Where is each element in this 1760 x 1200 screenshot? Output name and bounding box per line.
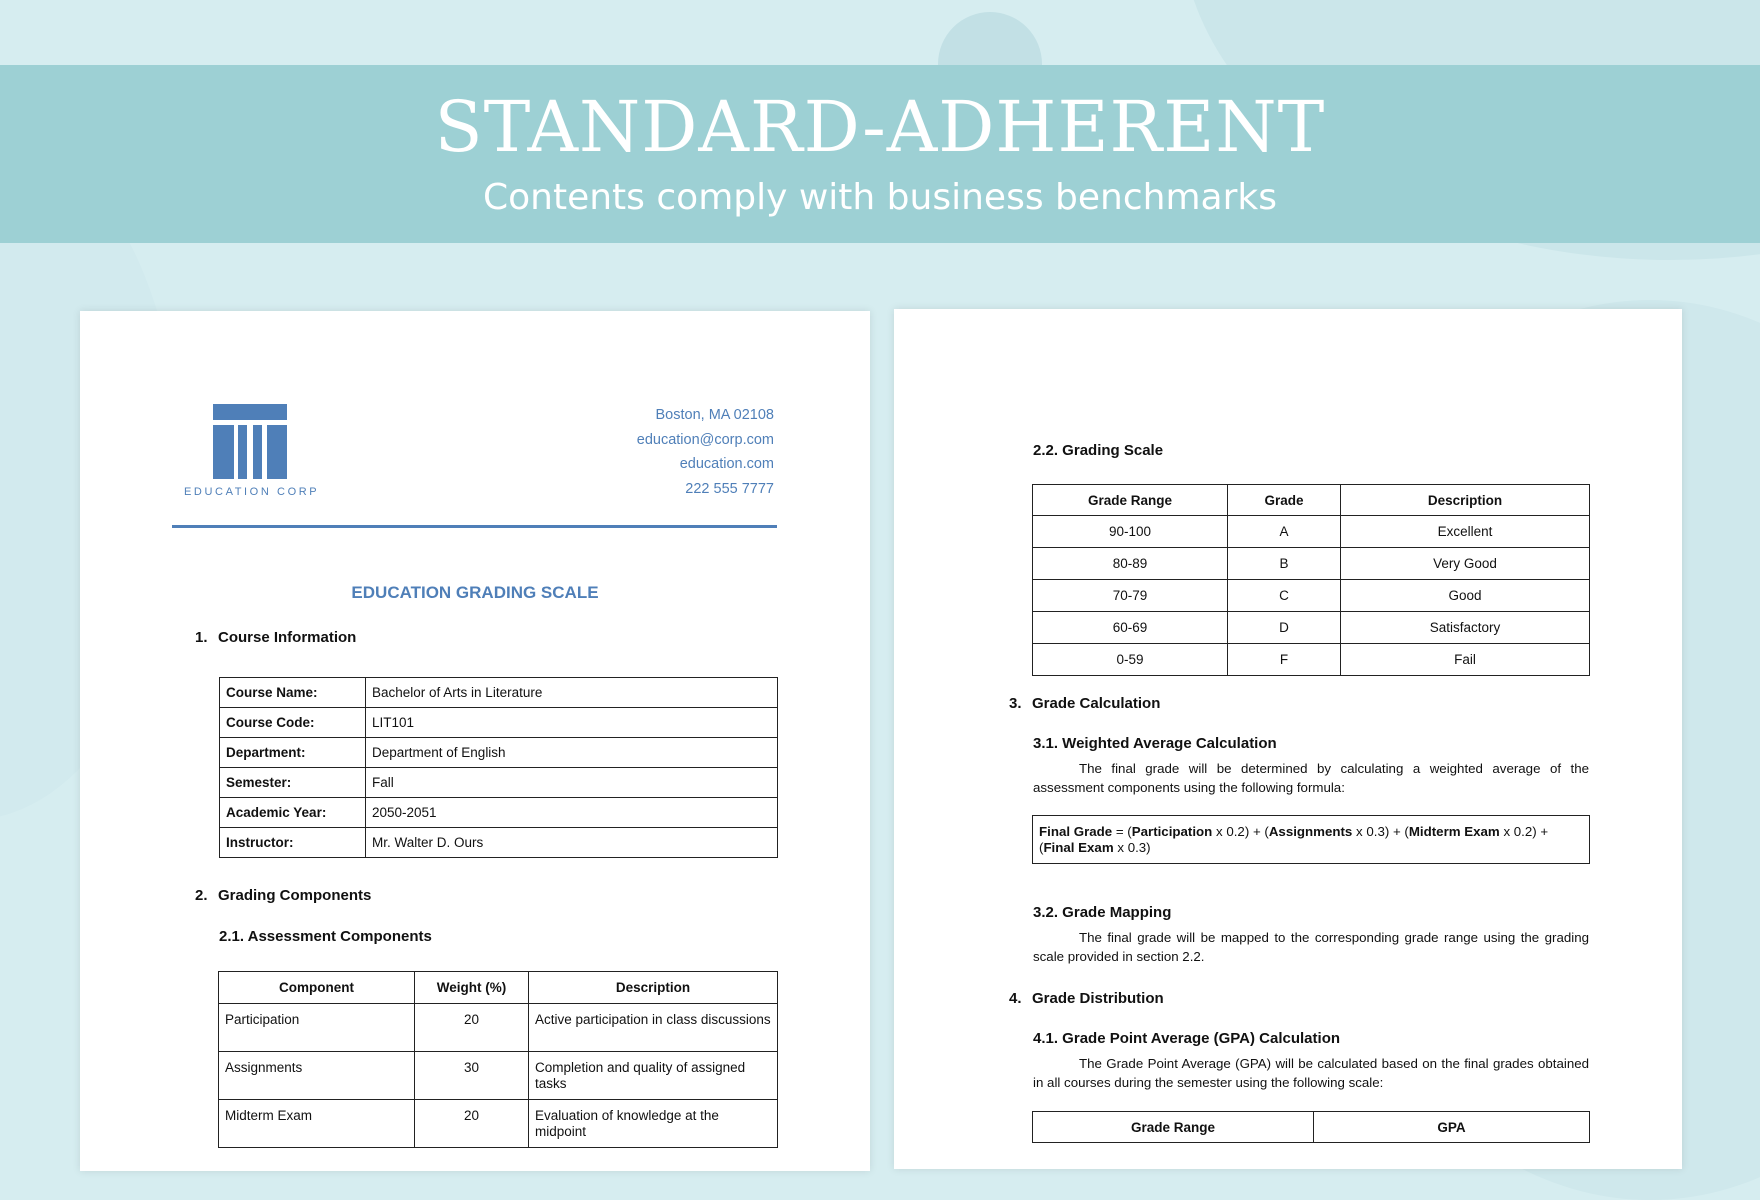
- table-row: 80-89 B Very Good: [1033, 548, 1590, 580]
- section-heading: 2. Grading Components: [195, 887, 372, 904]
- table-row: Course Code: LIT101: [220, 708, 778, 738]
- paragraph: The Grade Point Average (GPA) will be calculated based on the final grades obtained in all courses during the semester using the following scale:: [1033, 1056, 1589, 1090]
- paragraph: The final grade will be determined by calculating a weighted average of the assessment components using the following formula:: [1033, 761, 1589, 795]
- table-row: Semester: Fall: [220, 768, 778, 798]
- course-info-table: [219, 677, 778, 858]
- table-header-row: Grade Range Grade Description: [1033, 485, 1590, 516]
- table-row: 60-69 D Satisfactory: [1033, 612, 1590, 644]
- assessment-table: [218, 971, 778, 1148]
- contact-address: Boston, MA 02108: [655, 407, 774, 423]
- logo-text: EDUCATION CORP: [184, 486, 320, 498]
- section-heading: 4. Grade Distribution: [1009, 990, 1164, 1007]
- table-header-row: Grade Range GPA: [1033, 1112, 1590, 1143]
- contact-phone: 222 555 7777: [685, 480, 774, 497]
- table-row: 70-79 C Good: [1033, 580, 1590, 612]
- table-header-row: Component Weight (%) Description: [219, 972, 778, 1004]
- promo-banner: [0, 65, 1760, 243]
- document-page-2: [894, 309, 1682, 1169]
- subsection-heading: 3.1. Weighted Average Calculation: [1033, 735, 1277, 752]
- table-row: 0-59 F Fail: [1033, 644, 1590, 676]
- formula-box: Final Grade = (Participation x 0.2) + (Assignments x 0.3) + (Midterm Exam x 0.2) + (Final Exam x 0.3): [1032, 815, 1590, 864]
- table-row: Course Name: Bachelor of Arts in Literature: [220, 678, 778, 708]
- section-heading: 3. Grade Calculation: [1009, 695, 1161, 712]
- contact-email: education@corp.com: [636, 431, 774, 448]
- contact-website: education.com: [679, 456, 774, 472]
- table-row: Midterm Exam 20 Evaluation of knowledge at the midpoint: [219, 1100, 778, 1148]
- table-row: Assignments 30 Completion and quality of assigned tasks: [219, 1052, 778, 1100]
- banner-title: STANDARD-ADHERENT: [434, 86, 1326, 168]
- table-row: 90-100 A Excellent: [1033, 516, 1590, 548]
- document-title: EDUCATION GRADING SCALE: [351, 583, 599, 602]
- paragraph: The final grade will be mapped to the corresponding grade range using the grading scale provided in section 2.2.: [1033, 930, 1589, 964]
- contact-block: [637, 403, 774, 501]
- subsection-heading: 4.1. Grade Point Average (GPA) Calculation: [1033, 1030, 1341, 1047]
- table-row: Participation 20 Active participation in class discussions: [219, 1004, 778, 1052]
- subsection-heading: 2.2. Grading Scale: [1033, 442, 1164, 459]
- table-row: Department: Department of English: [220, 738, 778, 768]
- header-divider: [172, 525, 777, 528]
- grading-scale-table: [1032, 484, 1590, 676]
- document-page-1: [80, 311, 870, 1171]
- section-heading: 1. Course Information: [195, 629, 357, 646]
- banner-subtitle: Contents comply with business benchmarks: [483, 177, 1277, 218]
- table-row: Academic Year: 2050-2051: [220, 798, 778, 828]
- table-row: Instructor: Mr. Walter D. Ours: [220, 828, 778, 858]
- subsection-heading: 3.2. Grade Mapping: [1033, 904, 1172, 921]
- gpa-table: [1032, 1111, 1590, 1143]
- subsection-heading: 2.1. Assessment Components: [219, 928, 432, 945]
